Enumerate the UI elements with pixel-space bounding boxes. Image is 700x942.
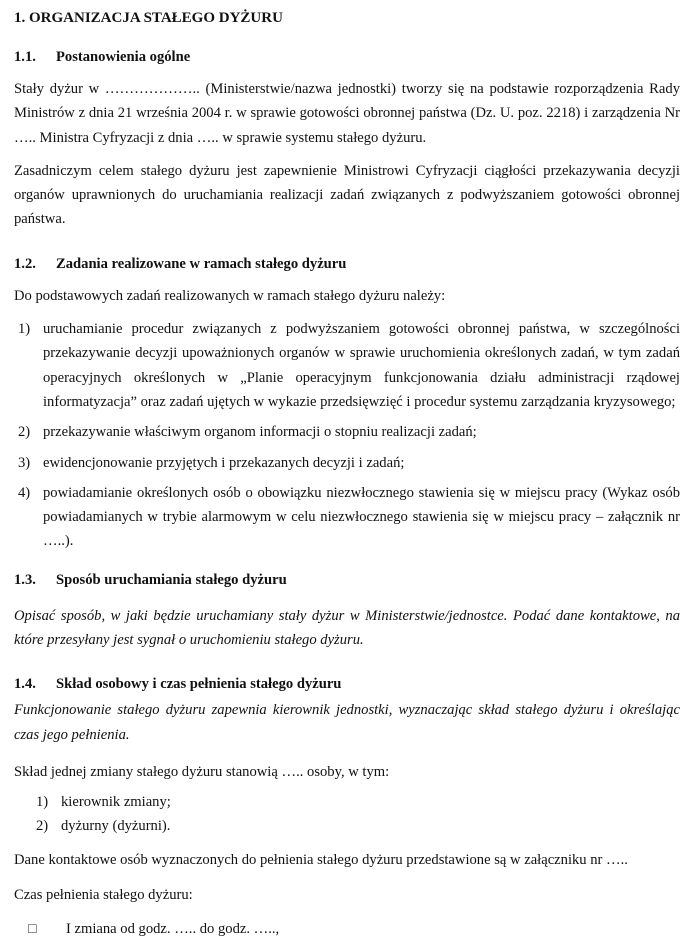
list-item (14, 420, 680, 444)
instruction-paragraph: Opisać sposób, w jaki będzie uruchamiany stały dyżur w Ministerstwie/jednostce. Podać dane kontaktowe, na które przesyłany jest sygnał o uruchomieniu stałego dyżuru. (14, 607, 680, 649)
section-number: 1.4. (14, 676, 36, 693)
checkbox-bullet-icon: ☐ (27, 921, 38, 936)
section-heading-1-4 (14, 674, 680, 694)
section-heading-1-2 (14, 254, 680, 274)
list-item-text: ewidencjonowanie przyjętych i przekazanych decyzji i zadań; (43, 454, 405, 471)
paragraph: Do podstawowych zadań realizowanych w ramach stałego dyżuru należy: (14, 287, 446, 304)
list-marker: 2) (36, 818, 49, 835)
list-item (14, 451, 680, 475)
section-heading-1-1 (14, 47, 680, 67)
section-heading-1-3 (14, 570, 680, 590)
paragraph: Zasadniczym celem stałego dyżuru jest zapewnienie Ministrowi Cyfryzacji ciągłości przekazywania decyzji organów uprawnionych do uruchamiania realizacji zadań związanych z podwyższaniem gotowości obronnej państwa. (14, 162, 680, 228)
paragraph: Stały dyżur w ……………….. (Ministerstwie/nazwa jednostki) tworzy się na podstawie rozporządzenia Rady Ministrów z dnia 21 września 2004 r. w sprawie gotowości obronnej państwa (Dz. U. poz. 2218) i zarządzenia Nr ….. Ministra Cyfryzacji z dnia ….. w sprawie systemu stałego dyżuru. (14, 81, 680, 146)
list-item-text: przekazywanie właściwym organom informacji o stopniu realizacji zadań; (43, 424, 477, 441)
list-item-text: powiadamianie określonych osób o obowiązku niezwłocznego stawienia się w miejscu pracy (Wykaz osób powiadamianych w trybie alarmowym w celu niezwłocznego stawienia się w miejscu pracy – załącznik nr …..). (43, 484, 680, 550)
section-title: Sposób uruchamiania stałego dyżuru (56, 571, 287, 588)
tasks-list (14, 317, 680, 554)
list-item-text: dyżurny (dyżurni). (61, 818, 171, 835)
list-item (14, 481, 680, 554)
paragraph: Skład jednej zmiany stałego dyżuru stanowią ….. osoby, w tym: (14, 763, 390, 780)
list-marker: 2) (18, 424, 31, 441)
section-title: Zadania realizowane w ramach stałego dyżuru (56, 255, 347, 272)
list-item (14, 790, 680, 814)
list-item (14, 317, 680, 414)
section-number: 1.3. (14, 571, 36, 588)
paragraph: Dane kontaktowe osób wyznaczonych do pełnienia stałego dyżuru przedstawione są w załączniku nr ….. (14, 852, 628, 869)
list-item (14, 917, 680, 941)
list-item-text: I zmiana od godz. ….. do godz. ….., (66, 920, 280, 937)
shift-times-list (14, 917, 680, 941)
list-marker: 4) (18, 484, 31, 501)
section-number: 1.2. (14, 255, 36, 272)
list-item (14, 814, 680, 838)
list-item-text: kierownik zmiany; (61, 794, 171, 811)
section-number: 1.1. (14, 49, 36, 65)
section-title: Skład osobowy i czas pełnienia stałego dyżuru (56, 676, 342, 693)
paragraph: Czas pełnienia stałego dyżuru: (14, 886, 193, 903)
list-item-text: uruchamianie procedur związanych z podwyższaniem gotowości obronnej państwa, w szczególności przekazywanie decyzji upoważnionych organów w sprawie uruchomienia określonych zadań, w tym zadań operacyjnych określonych w „Planie operacyjnym funkcjonowania działu administracji rządowej informatyzacja” oraz zadań ujętych w wykazie przedsięwzięć i procedur systemu zarządzania kryzysowego; (43, 321, 680, 410)
shift-composition-list (14, 790, 680, 838)
list-marker: 1) (18, 321, 31, 338)
instruction-paragraph: Funkcjonowanie stałego dyżuru zapewnia kierownik jednostki, wyznaczając skład stałego dyżuru i określając czas jego pełnienia. (14, 702, 680, 743)
section-title: Postanowienia ogólne (56, 49, 191, 65)
document-title: 1. ORGANIZACJA STAŁEGO DYŻURU (14, 10, 283, 26)
list-marker: 1) (36, 794, 49, 811)
list-marker: 3) (18, 454, 31, 471)
